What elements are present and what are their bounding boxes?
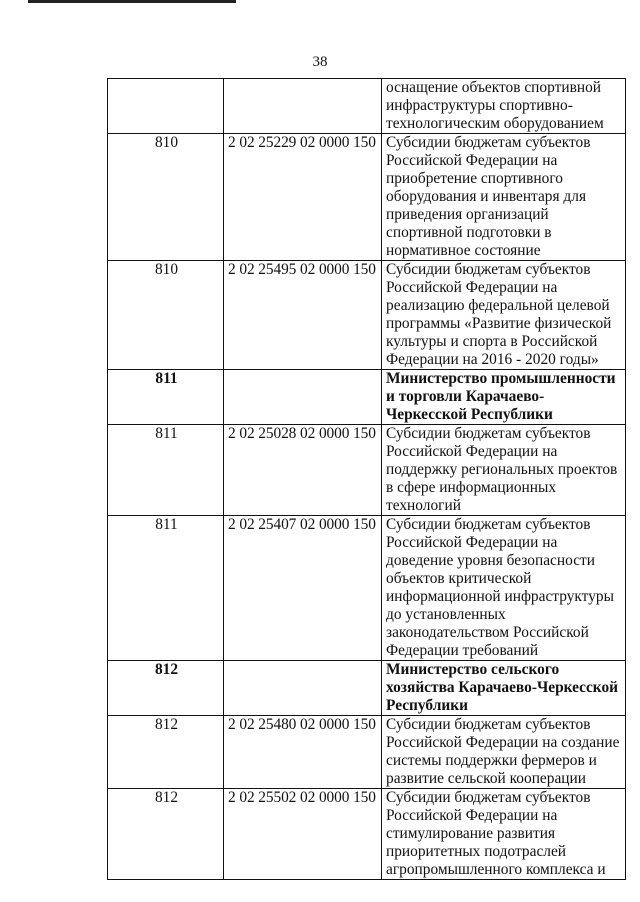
table-row [108,716,626,789]
budget-code-cell [224,661,382,716]
admin-code-cell: 810 [108,134,224,261]
description-cell: Субсидии бюджетам субъектов Российской Федерации на стимулирование развития приоритетных подотраслей агропромышленного комплекса и [382,789,626,880]
table-row [108,261,626,370]
budget-code-cell: 2 02 25480 02 0000 150 [224,716,382,789]
admin-code-cell [108,79,224,134]
description-cell: Субсидии бюджетам субъектов Российской Федерации на приобретение спортивного оборудования и инвентаря для приведения организаций спортивной подготовки в нормативное состояние [382,134,626,261]
admin-code-cell: 810 [108,261,224,370]
description-cell: Министерство сельского хозяйства Карачаево-Черкесской Республики [382,661,626,716]
budget-code-cell: 2 02 25028 02 0000 150 [224,425,382,516]
budget-code-cell [224,79,382,134]
table-row [108,516,626,661]
budget-classification-table [107,78,626,880]
admin-code-cell: 811 [108,370,224,425]
table-row [108,789,626,880]
budget-code-cell [224,370,382,425]
admin-code-cell: 812 [108,661,224,716]
description-cell: Субсидии бюджетам субъектов Российской Федерации на поддержку региональных проектов в сфере информационных технологий [382,425,626,516]
page-number: 38 [312,54,328,70]
admin-code-cell: 811 [108,425,224,516]
budget-code-cell: 2 02 25502 02 0000 150 [224,789,382,880]
description-cell: Министерство промышленности и торговли Карачаево-Черкесской Республики [382,370,626,425]
table-row [108,134,626,261]
description-cell: Субсидии бюджетам субъектов Российской Федерации на реализацию федеральной целевой программы «Развитие физической культуры и спорта в Российской Федерации на 2016 - 2020 годы» [382,261,626,370]
budget-code-cell: 2 02 25495 02 0000 150 [224,261,382,370]
description-cell: оснащение объектов спортивной инфраструктуры спортивно-технологическим оборудованием [382,79,626,134]
budget-code-cell: 2 02 25407 02 0000 150 [224,516,382,661]
admin-code-cell: 811 [108,516,224,661]
budget-code-cell: 2 02 25229 02 0000 150 [224,134,382,261]
admin-code-cell: 812 [108,789,224,880]
section-header-row [108,661,626,716]
section-header-row [108,370,626,425]
description-cell: Субсидии бюджетам субъектов Российской Федерации на доведение уровня безопасности объектов критической информационной инфраструктуры до установленных законодательством Российской Федерации требований [382,516,626,661]
table-row [108,425,626,516]
description-cell: Субсидии бюджетам субъектов Российской Федерации на создание системы поддержки фермеров и развитие сельской кооперации [382,716,626,789]
admin-code-cell: 812 [108,716,224,789]
top-rule [28,0,236,3]
table-row [108,79,626,134]
